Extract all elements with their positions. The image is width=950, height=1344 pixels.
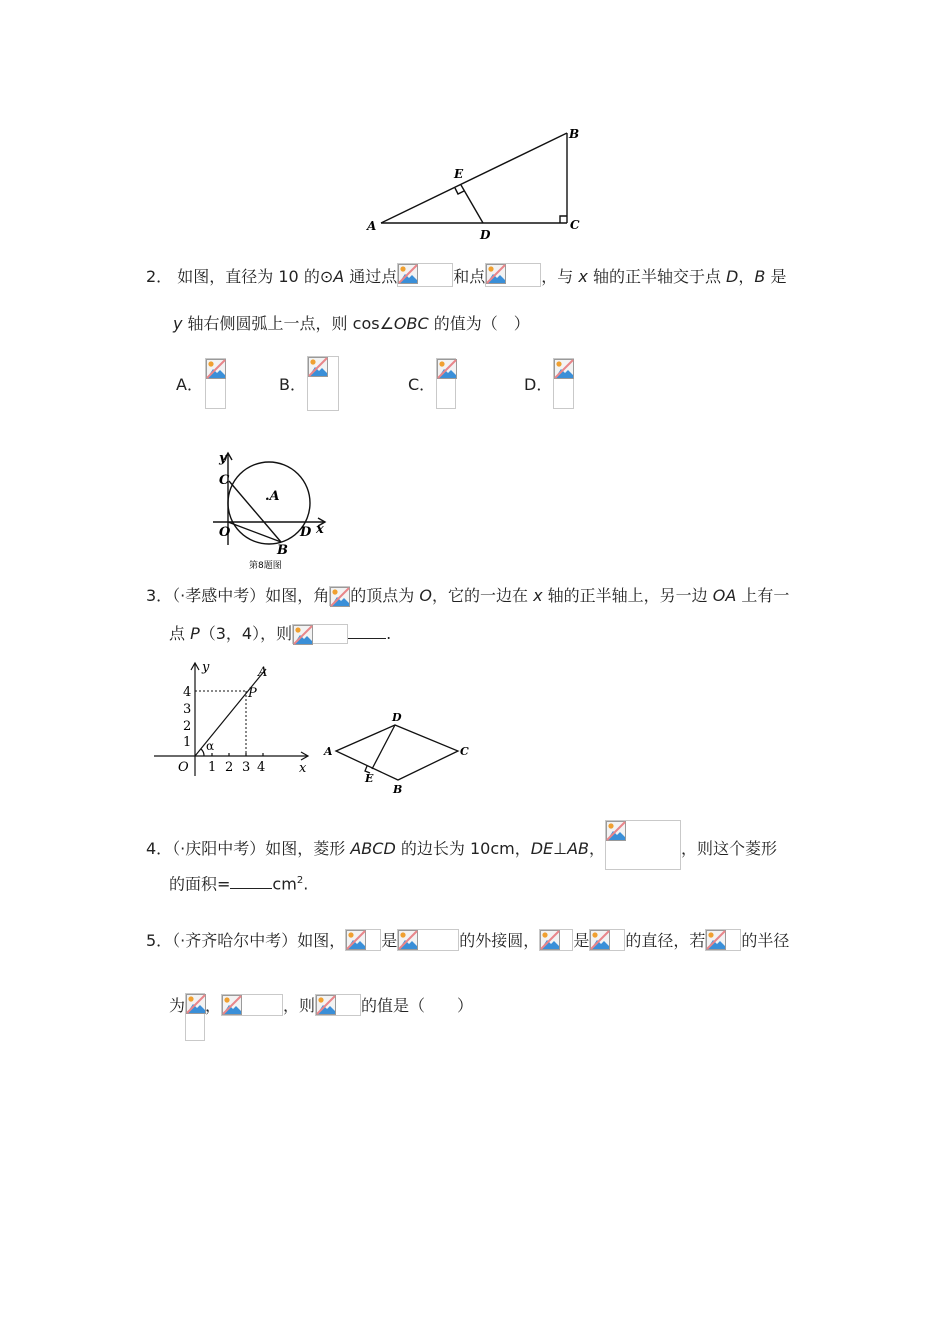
label-o: O — [219, 525, 231, 540]
tick-x-3: 3 — [242, 760, 251, 775]
tick-x-4: 4 — [257, 760, 266, 775]
image-placeholder-icon — [705, 929, 741, 951]
label-x: x — [316, 522, 324, 537]
image-placeholder-icon — [485, 263, 541, 287]
label-p: P — [248, 686, 257, 701]
answer-blank — [230, 874, 272, 889]
q5-line1: 5．（·齐齐哈尔中考）如图， 是 的外接圆， 是 的直径，若 的半径 — [146, 931, 790, 950]
image-placeholder-icon — [221, 994, 283, 1016]
label-e: E — [454, 167, 464, 181]
label-a: A — [324, 745, 333, 758]
image-placeholder-icon — [292, 624, 348, 644]
label-b: B — [569, 127, 580, 141]
label-y: y — [202, 660, 210, 675]
image-placeholder-icon — [397, 263, 453, 287]
option-a-label: A． — [176, 375, 203, 394]
tick-3: 3 — [183, 702, 192, 717]
label-e: E — [365, 772, 374, 785]
q2-number: 2． — [146, 267, 173, 286]
q5-line2: 为 ， ，则 的值是（ ） — [169, 993, 473, 1041]
tick-x-2: 2 — [225, 760, 234, 775]
q3-line1: 3．（·孝感中考）如图，角 的顶点为 O，它的一边在 x 轴的正半轴上，另一边 OA 上有一 — [146, 586, 790, 605]
option-b-image-icon — [307, 356, 339, 411]
q2-line1: 2． 如图，直径为 10 的⊙A 通过点 和点 ，与 x 轴的正半轴交于点 D，B 是 — [146, 263, 786, 288]
option-c-image-icon — [436, 358, 456, 409]
q2-line2: y 轴右侧圆弧上一点，则 cos∠OBC 的值为（ ） — [173, 314, 530, 333]
image-placeholder-icon — [315, 994, 361, 1016]
option-a-image-icon — [205, 358, 226, 409]
image-placeholder-icon — [539, 929, 573, 951]
q4-line2: 的面积= $cm^2$. — [169, 874, 309, 894]
label-d: D — [480, 228, 491, 242]
figure-circle — [205, 445, 335, 575]
image-placeholder-icon — [345, 929, 381, 951]
figure-triangle — [360, 122, 590, 244]
image-placeholder-icon — [605, 820, 681, 870]
label-x: x — [299, 761, 307, 776]
label-c: C — [570, 218, 580, 232]
image-placeholder-icon — [589, 929, 625, 951]
label-a: .A — [265, 489, 280, 504]
label-alpha: α — [206, 739, 215, 753]
answer-blank — [348, 624, 386, 639]
q4-line1: 4．（·庆阳中考）如图，菱形 ABCD 的边长为 10cm，DE⊥AB， ，则这个菱形 — [146, 820, 777, 870]
label-y: y — [219, 451, 227, 466]
label-a: A — [367, 219, 377, 233]
image-placeholder-icon — [329, 586, 350, 606]
option-d-image-icon — [553, 358, 574, 409]
image-placeholder-icon — [397, 929, 459, 951]
label-c: C — [219, 473, 230, 488]
label-o: O — [178, 760, 189, 775]
figure-caption: 第8题图 — [249, 561, 282, 571]
option-c-label: C． — [408, 375, 436, 394]
q3-line2: 点 P（3，4），则 . — [169, 624, 392, 643]
tick-2: 2 — [183, 719, 192, 734]
figure-rhombus — [320, 705, 475, 800]
label-d: D — [300, 525, 312, 540]
option-b-label: B． — [279, 375, 306, 394]
tick-1: 1 — [183, 735, 192, 750]
tick-4: 4 — [183, 685, 192, 700]
tick-x-1: 1 — [208, 760, 217, 775]
label-d: D — [392, 711, 402, 724]
image-placeholder-icon — [185, 993, 205, 1041]
label-b: B — [393, 783, 403, 796]
label-a: A — [258, 665, 268, 680]
label-b: B — [277, 543, 288, 558]
option-d-label: D． — [524, 375, 553, 394]
figure-coordinate-angle — [150, 658, 315, 780]
label-c: C — [460, 745, 469, 758]
